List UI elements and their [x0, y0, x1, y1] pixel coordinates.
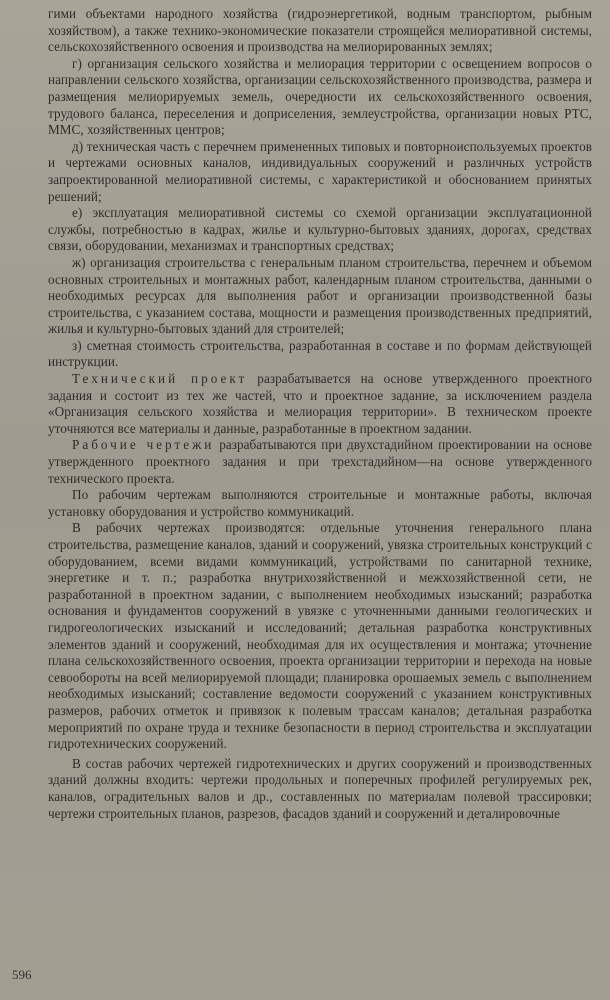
paragraph-technical-project-text: разрабатывается на основе утвержденного проектного задания и состоит из тех же частей, что и проектное задание, за исключением раздела «Организация сельского хозяйства и мелиорация территории». В техническом проекте уточняются все материалы и данные, разработанные в проектном задании. [48, 371, 593, 436]
list-item-zh: ж) организация строительства с генеральным планом строительства, перечнем и объемом основных строительных и монтажных работ, календарным планом строительства, данными о необходимых ресурсах для выполнения работ и организации производственной базы строительства, с указанием состава, мощности и размещения производственных предприятий, жилья и культурно-бытовых зданий для строителей; [48, 254, 592, 337]
paragraph-technical-project [48, 371, 592, 437]
page-number: 596 [12, 967, 32, 982]
paragraph-continuation: гими объектами народного хозяйства (гидроэнергетикой, водным транспортом, рыбным хозяйством), а также технико-экономические показатели строящейся мелиоративной системы, сельскохозяйственного освоения и производства на мелиорированных землях; [48, 6, 592, 55]
list-item-e: е) эксплуатация мелиоративной системы со схемой организации эксплуатационной службы, потребностью в кадрах, жилье и культурно-бытовых зданиях, дорогах, средствах связи, оборудовании, механизмах и транспортных средствах; [48, 205, 592, 254]
paragraph-composition: В состав рабочих чертежей гидротехнических и других сооружений и производственных зданий должны входить: чертежи продольных и поперечных профилей регулируемых рек, каналов, оградительных валов и др., составленных по материалам полевой трассировки; чертежи строительных планов, разрезов, фасадов зданий и сооружений и деталировочные [48, 755, 592, 821]
paragraph-working-drawings-text: разрабатываются при двухстадийном проектировании на основе утвержденного проектного задания и при трехстадийном—на основе утвержденного технического проекта. [48, 437, 592, 486]
paragraph-working-drawings [48, 437, 592, 487]
paragraph-produce: В рабочих чертежах производятся: отдельные уточнения генерального плана строительства, размещение каналов, зданий и сооружений, увязка строительных конструкций с оборудованием, всеми видами коммуникаций, устройствами по санитарной технике, энергетике и т. п.; разработка внутрихозяйственной и межхозяйственной сети, не разработанной в проектном задании, с выполнением необходимых изысканий; разработка основания и фундаментов сооружений в увязке с уточненными данными геологических и гидрогеологических изысканий и исследований; детальная разработка конструктивных элементов зданий и сооружений, необходимая для их осуществления и монтажа; уточнение плана сельскохозяйственного освоения, проекта организации территории и перехода на новые севообороты на всей мелиорируемой площади; планировка орошаемых земель с выполнением необходимых изысканий; составление ведомости сооружений с указанием конструктивных размеров, рабочих отметок и привязок к полевым трассам каналов; детальная разработка мероприятий по охране труда и технике безопасности в период строительства и эксплуатации гидротехнических сооружений. [48, 520, 592, 752]
term-working-drawings: Рабочие чертежи [72, 437, 215, 453]
list-item-z: з) сметная стоимость строительства, разработанная в составе и по формам действующей инструкции. [48, 337, 592, 370]
list-item-g: г) организация сельского хозяйства и мелиорация территории с освещением вопросов о направлении сельского хозяйства, организации сельскохозяйственного производства, размера и размещения мелиорируемых земель, очередности их сельскохозяйственного освоения, трудового баланса, переселения и доприселения, землеустройства, организации новых РТС, ММС, хозяйственных центров; [48, 55, 592, 138]
list-item-d: д) техническая часть с перечнем примененных типовых и повторноиспользуемых проектов и чертежами основных каналов, индивидуальных сооружений и различных устройств запроектированной мелиоративной системы, с характеристикой и обоснованием принятых решений; [48, 138, 592, 204]
term-technical-project: Технический проект [72, 371, 248, 387]
paragraph-works: По рабочим чертежам выполняются строительные и монтажные работы, включая установку оборудования и устройство коммуникаций. [48, 487, 592, 519]
